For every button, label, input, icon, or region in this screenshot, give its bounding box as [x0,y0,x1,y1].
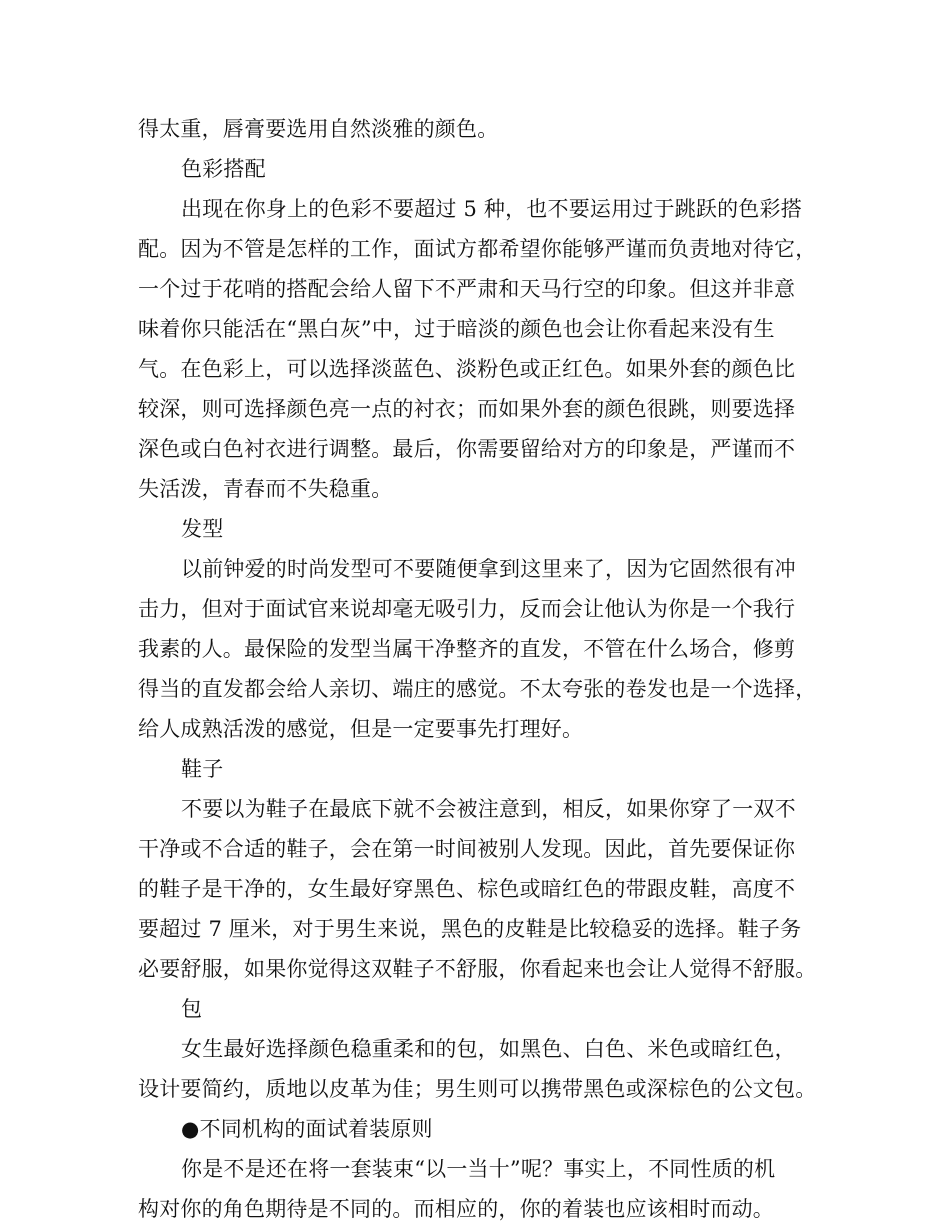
text-line: 包 [181,997,203,1021]
text-line: 较深，则可选择颜色亮一点的衬衣；而如果外套的颜色很跳，则要选择 [138,397,796,421]
text-line: 深色或白色衬衣进行调整。最后，你需要留给对方的印象是，严谨而不 [138,437,796,461]
text-line: 一个过于花哨的搭配会给人留下不严肃和天马行空的印象。但这并非意 [138,277,796,301]
text-line: 我素的人。最保险的发型当属干净整齐的直发，不管在什么场合，修剪 [138,637,796,661]
text-line: 给人成熟活泼的感觉，但是一定要事先打理好。 [138,717,584,741]
text-line: 色彩搭配 [181,157,266,181]
text-line: 配。因为不管是怎样的工作，面试方都希望你能够严谨而负责地对待它， [138,237,817,261]
text-line: 的鞋子是干净的，女生最好穿黑色、棕色或暗红色的带跟皮鞋，高度不 [138,877,796,901]
text-line: 发型 [181,517,224,541]
text-line: 必要舒服，如果你觉得这双鞋子不舒服，你看起来也会让人觉得不舒服。 [138,957,817,981]
text-line: 味着你只能活在“黑白灰”中，过于暗淡的颜色也会让你看起来没有生 [138,317,775,341]
text-line: 设计要简约，质地以皮革为佳；男生则可以携带黑色或深棕色的公文包。 [138,1077,817,1101]
text-line: 要超过 7 厘米，对于男生来说，黑色的皮鞋是比较稳妥的选择。鞋子务 [138,917,802,941]
text-line: 击力，但对于面试官来说却毫无吸引力，反而会让他认为你是一个我行 [138,597,796,621]
text-line: 女生最好选择颜色稳重柔和的包，如黑色、白色、米色或暗红色， [181,1037,796,1061]
text-line: 不要以为鞋子在最底下就不会被注意到，相反，如果你穿了一双不 [181,797,796,821]
text-line: 失活泼，青春而不失稳重。 [138,477,393,501]
text-line: 构对你的角色期待是不同的。而相应的，你的着装也应该相时而动。 [138,1197,774,1221]
text-line: 得太重，唇膏要选用自然淡雅的颜色。 [138,117,499,141]
text-line: 以前钟爱的时尚发型可不要随便拿到这里来了，因为它固然很有冲 [181,557,796,581]
text-line: 出现在你身上的色彩不要超过 5 种，也不要运用过于跳跃的色彩搭 [181,197,802,221]
text-line: 干净或不合适的鞋子，会在第一时间被别人发现。因此，首先要保证你 [138,837,796,861]
text-line: 你是不是还在将一套装束“以一当十”呢？事实上，不同性质的机 [181,1157,776,1181]
text-line: 鞋子 [181,757,224,781]
document-body [138,109,818,1229]
text-line: 得当的直发都会给人亲切、端庄的感觉。不太夸张的卷发也是一个选择， [138,677,817,701]
text-line: 气。在色彩上，可以选择淡蓝色、淡粉色或正红色。如果外套的颜色比 [138,357,796,381]
text-line: ●不同机构的面试着装原则 [181,1117,433,1141]
